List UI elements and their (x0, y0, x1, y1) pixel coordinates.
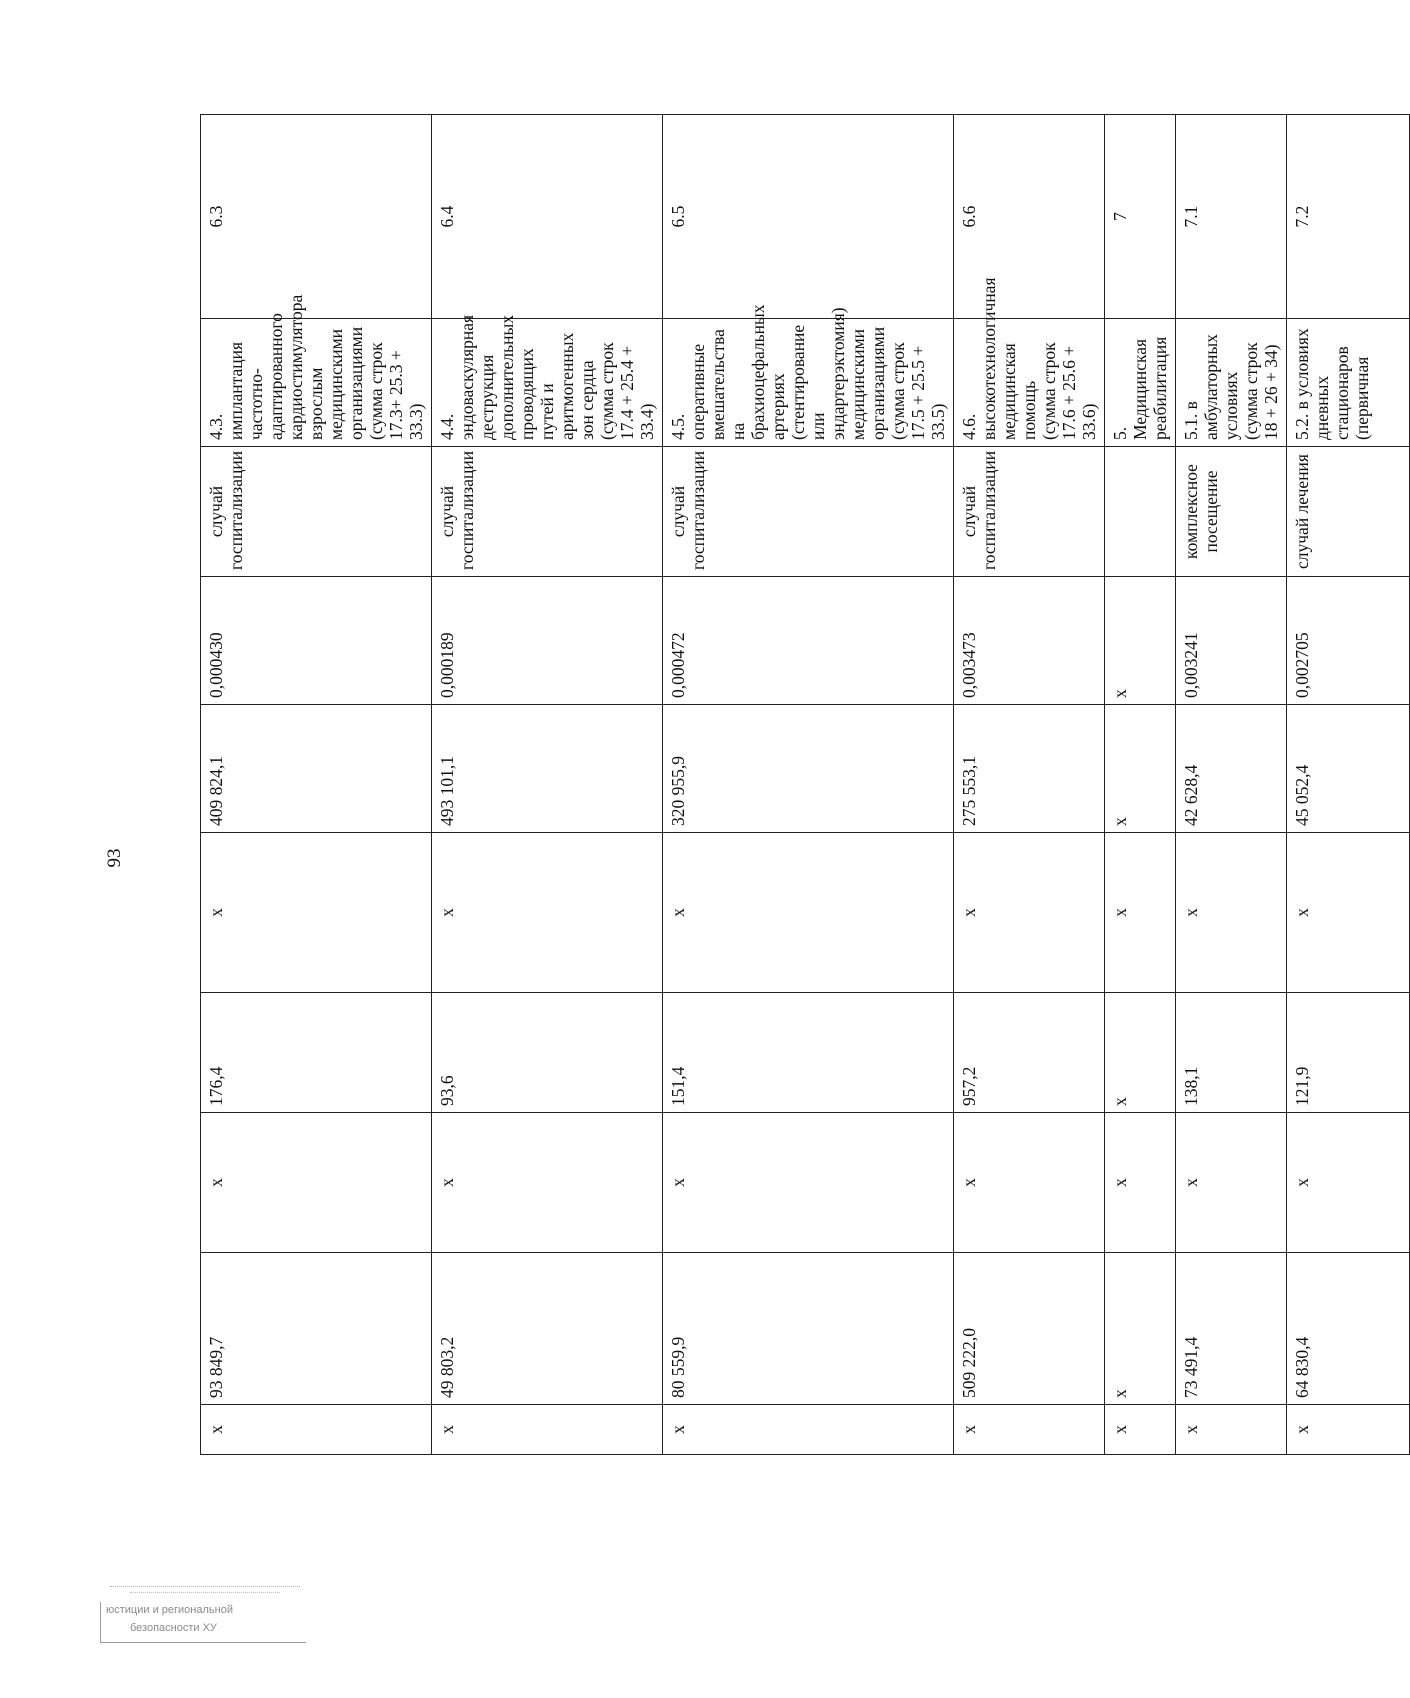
cell-x: x (663, 1113, 954, 1253)
stamp-dotted-line (110, 1586, 300, 1587)
stamp-dotted-line (130, 1592, 280, 1593)
cell-x: x (201, 1113, 432, 1253)
cell-x: x (1287, 1113, 1410, 1253)
cell-x: x (1287, 1405, 1410, 1455)
cell-value: 73 491,4 (1176, 1253, 1287, 1405)
cell-x: x (1176, 833, 1287, 993)
cell-unit (1105, 447, 1176, 577)
cell-name: 4.4. эндоваскулярная деструкция дополнительных проводящих путей и аритмогенных зон сердца (сумма строк 17.4 + 25.4 + 33.4) (432, 319, 663, 447)
cell-x: x (1176, 1405, 1287, 1455)
cell-unit: случай госпитализации (432, 447, 663, 577)
table-row (1105, 115, 1176, 1455)
table-row (954, 115, 1105, 1455)
cell-name: 5.2. в условиях дневных стационаров (первичная (1287, 319, 1410, 447)
cell-name: 4.6. высокотехнологичная медицинская помощь (сумма строк 17.6 + 25.6 + 33.6) (954, 319, 1105, 447)
cell-value: 509 222,0 (954, 1253, 1105, 1405)
cell-x: x (954, 1405, 1105, 1455)
table-row (1287, 115, 1410, 1455)
cell-value: 64 830,4 (1287, 1253, 1410, 1405)
cell-unit: случай лечения (1287, 447, 1410, 577)
rotated-table (200, 115, 1372, 1455)
stamp-text-line: безопасности ХУ (130, 1622, 217, 1634)
cell-value: 49 803,2 (432, 1253, 663, 1405)
cell-x: x (432, 1113, 663, 1253)
cell-value: 0,002705 (1287, 577, 1410, 705)
cell-row-number: 6.6 (954, 115, 1105, 319)
cell-value: 957,2 (954, 993, 1105, 1113)
data-table (200, 114, 1410, 1455)
stamp-text-line: юстиции и региональной (106, 1604, 233, 1616)
cell-x: x (201, 1405, 432, 1455)
cell-value: 151,4 (663, 993, 954, 1113)
cell-value: 93 849,7 (201, 1253, 432, 1405)
cell-value: 0,003473 (954, 577, 1105, 705)
cell-value: x (1105, 577, 1176, 705)
cell-row-number: 7 (1105, 115, 1176, 319)
cell-x: x (201, 833, 432, 993)
cell-x: x (663, 1405, 954, 1455)
cell-name: 4.5. оперативные вмешательства на брахиоцефальных артериях (стентирование или эндартерэктомия) медицинскими организациями (сумма строк 17.5 + 25.5 + 33.5) (663, 319, 954, 447)
faded-stamp (90, 1580, 315, 1650)
table-row (663, 115, 954, 1455)
cell-name: 5.1. в амбулаторных условиях (сумма строк 18 + 26 + 34) (1176, 319, 1287, 447)
cell-row-number: 6.5 (663, 115, 954, 319)
cell-x: x (663, 833, 954, 993)
cell-value: x (1105, 1253, 1176, 1405)
cell-unit: случай госпитализации (663, 447, 954, 577)
cell-x: x (1105, 1113, 1176, 1253)
cell-row-number: 7.1 (1176, 115, 1287, 319)
cell-value: 42 628,4 (1176, 705, 1287, 833)
cell-x: x (432, 1405, 663, 1455)
cell-value: 80 559,9 (663, 1253, 954, 1405)
cell-value: 275 553,1 (954, 705, 1105, 833)
cell-row-number: 7.2 (1287, 115, 1410, 319)
cell-row-number: 6.4 (432, 115, 663, 319)
cell-x: x (954, 1113, 1105, 1253)
table-row (1176, 115, 1287, 1455)
cell-unit: комплексное посещение (1176, 447, 1287, 577)
cell-unit: случай госпитализации (201, 447, 432, 577)
cell-row-number: 6.3 (201, 115, 432, 319)
cell-x: x (432, 833, 663, 993)
cell-value: 0,003241 (1176, 577, 1287, 705)
cell-x: x (1287, 833, 1410, 993)
page-number: 93 (104, 848, 125, 868)
cell-value: 121,9 (1287, 993, 1410, 1113)
table-container (200, 115, 1372, 1455)
cell-value: 0,000189 (432, 577, 663, 705)
cell-unit: случай госпитализации (954, 447, 1105, 577)
cell-value: x (1105, 993, 1176, 1113)
cell-value: 320 955,9 (663, 705, 954, 833)
cell-value: 93,6 (432, 993, 663, 1113)
cell-name: 5. Медицинская реабилитация (1105, 319, 1176, 447)
cell-x: x (1105, 1405, 1176, 1455)
cell-value: 176,4 (201, 993, 432, 1113)
cell-x: x (1176, 1113, 1287, 1253)
cell-value: x (1105, 705, 1176, 833)
cell-x: x (954, 833, 1105, 993)
table-row (201, 115, 432, 1455)
cell-value: 138,1 (1176, 993, 1287, 1113)
cell-x: x (1105, 833, 1176, 993)
table-row (432, 115, 663, 1455)
cell-value: 45 052,4 (1287, 705, 1410, 833)
cell-value: 409 824,1 (201, 705, 432, 833)
cell-value: 0,000430 (201, 577, 432, 705)
cell-name: 4.3. имплантация частотно-адаптированного кардиостимулятора взрослым медицинскими организациями (сумма строк 17.3+ 25.3 + 33.3) (201, 319, 432, 447)
cell-value: 493 101,1 (432, 705, 663, 833)
cell-value: 0,000472 (663, 577, 954, 705)
